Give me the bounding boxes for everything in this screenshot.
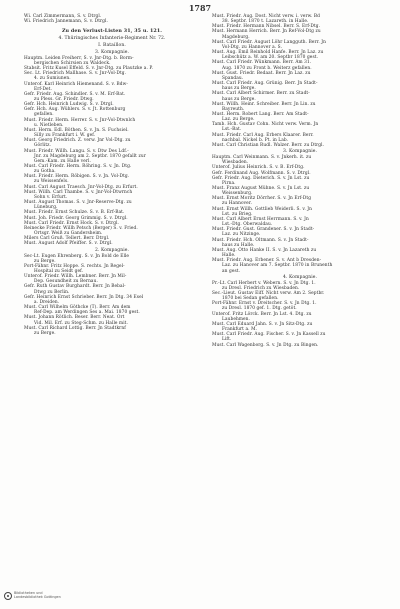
entry-continuation: Frankfurt a. M.: [222, 327, 258, 333]
entry-continuation: nachbal. Nickel b. Pt. in Lab.: [222, 137, 289, 143]
entry-continuation: 1870 bei Sedan gefallen.: [222, 296, 279, 302]
casualty-entry: [212, 122, 388, 132]
entry-line: Must. Carl Eduard Jahn. S. v. Jn Sitz-Dtg. zu: [212, 321, 313, 327]
left-column: [24, 14, 200, 336]
casualty-entry: [24, 164, 200, 174]
entry-line: Pr.-Lt. Carl Herbert v. Webern. S. v. Jn Dtg. 1.: [212, 280, 316, 286]
casualty-entry: [212, 112, 388, 122]
entry-continuation: 4. zu Sumiunen.: [34, 76, 71, 82]
casualty-entry: [212, 186, 388, 196]
section-heading: 2. Kompagnie.: [94, 247, 130, 253]
section-heading: 3. Kompagnie.: [282, 149, 318, 155]
entry-continuation: Lst.-Bat.: [222, 127, 242, 133]
entry-continuation: Lst. zu Brieg.: [222, 211, 253, 217]
entry-line: Gefr. Ferdinand Aug. Wolfmann. S. v. Dtrgl.: [212, 170, 311, 176]
entry-continuation: Lift.: [222, 337, 232, 343]
entry-line: Gefr. Friedr. Aug. Dieterich. S. v. Jn Lst. zu: [212, 175, 310, 181]
entry-line: Must. Friedr. Carl Aug. Erbers Klaarer. Berr.: [212, 132, 314, 138]
casualty-entry: [212, 81, 388, 91]
entry-continuation: Laz. zu Berge.: [222, 117, 255, 123]
entry-continuation: Silly zu Frankfurt i. W. gef.: [34, 133, 96, 139]
entry-line: Must. Ernst Willh. Gottlieb Weiderli. S. v. Jn: [212, 206, 313, 212]
entry-continuation: 38. Septbr. 1870 t. Lazareth. in Halle.: [222, 19, 309, 25]
spacer: [24, 24, 200, 27]
entry-line: Must. Herm. Robert Lang. Berr. Am Stadt-: [212, 111, 309, 117]
entry-continuation: zu Dresl. 1870 gef. 1. Dtg. getöt.: [222, 306, 297, 312]
entry-line: Must. Carl Friedr. Ernst Hock. S. v. Dtrgl.: [24, 220, 120, 226]
entry-line: Must. August Adolf Pfeiffer. S. v. Dtrgl.: [24, 241, 113, 247]
casualty-entry: [212, 227, 388, 237]
entry-line: Must. Aug. Emil Reinhold Hanfe. Berr. Jn Laz. zu: [212, 50, 324, 56]
entry-continuation: zu Hannover.: [222, 201, 252, 207]
entry-continuation: Magdeburg.: [222, 34, 250, 40]
entry-continuation: zu Dresl. Friedrich zu Wiesbaden.: [222, 285, 300, 291]
casualty-entry: [212, 238, 388, 248]
footer-line-1: Bibliotheken und: [14, 591, 43, 595]
entry-continuation: Wiesbaden.: [222, 160, 249, 166]
casualty-entry: [24, 305, 200, 315]
casualty-entry: [212, 91, 388, 101]
casualty-entry: [212, 133, 388, 143]
list-heading: Zu den Verlust-Listen 31, 35 u. 121.: [61, 28, 163, 35]
entry-continuation: Laz. zu Nitzinge.: [222, 232, 261, 238]
casualty-entry: [24, 56, 200, 66]
regiment-heading: 4. Thüringisches Infanterie-Regiment Nr. 72.: [58, 35, 166, 41]
entry-line: Must. Carl Friedr. August Löhr Langguth. Berr. Jn: [212, 39, 326, 45]
entry-continuation: an gest.: [222, 268, 241, 274]
entry-line: Must. Friedr. Aug. Erbener. S. v. Ant b Dresden-: [212, 258, 322, 264]
entry-continuation: Erf-Det.: [34, 86, 52, 92]
casualty-entry: [212, 332, 388, 342]
casualty-entry: [212, 322, 388, 332]
casualty-entry: [24, 174, 200, 184]
casualty-entry: [24, 295, 200, 305]
entry-continuation: Vol-Dtg. zu Hannover a. S.: [222, 44, 283, 50]
entry-line: Sec-Lt. Eugen Ehrenberg. S. v. Jn Bold de Elle: [24, 253, 130, 259]
entry-continuation: Hospital zu Seidt gef.: [34, 268, 84, 274]
casualty-entry: [212, 217, 388, 227]
entry-continuation: Pirna.: [222, 180, 236, 186]
entry-continuation: u. Nietleben.: [34, 122, 64, 128]
entry-line: Must. Carl Friedr. Aug. Fischer. S. v. Jn Kassell zu: [212, 332, 326, 338]
entry-line: Must. Gust. Friedr. Bedaat. Berr. Jn Laz. zu: [212, 70, 311, 76]
entry-line: Must. Willh. Heinr. Schreiber. Berr. Jn Lin. zu: [212, 101, 316, 107]
entry-line: Unterof. Fritz Lörck. Berr. Jn Lst. 4. Dtg. zu: [212, 311, 312, 317]
entry-line: Wi. Carl Zimmermann, S. v. Dtrgl.: [24, 14, 102, 19]
entry-continuation: Weissenburg.: [222, 191, 253, 197]
entry-line: Must. Ernst Moritz Dörrher. S. v. Jn Erf-Dtg: [212, 196, 312, 202]
entry-line: Wi. Friedrich Jannemann, S. v. Dtrgl.: [24, 19, 108, 25]
entry-line: Must. Carl Friedr. Herm. Röhring. S. v. Jn. Dtg.: [24, 164, 132, 169]
casualty-entry: [212, 258, 388, 273]
entry-line: Must. Carl Christian Rudl. Walzer. Berr. zu Dtrgl.: [212, 142, 325, 148]
casualty-entry: [24, 326, 200, 336]
casualty-entry: [212, 29, 388, 39]
entry-continuation: Vid. Mil. Erf. zu Steg-Schm. zu Halle mit.: [34, 320, 128, 326]
entry-line: Reinecke Friedr. Willh Petsch (Berger) S. v. Fried.: [24, 225, 138, 231]
casualty-entry: [24, 107, 200, 117]
entry-continuation: Halle.: [222, 253, 236, 259]
section-heading: 3. Kompagnie.: [94, 49, 130, 55]
entry-line: Gefr. Hch. Heinrich Ludwig. S. v. Dtrgl.: [24, 102, 114, 108]
casualty-entry: [212, 312, 388, 322]
entry-continuation: Ortsgr. Weiß zu Gandersheim.: [34, 231, 103, 237]
entry-line: Must. Aug. Otto Hanke II. S. v. Jn Lazareth zu: [212, 247, 317, 253]
right-column: [212, 14, 388, 348]
entry-line: Must. Carl Richard Lottig. Berr. Jn Stadtkrnf: [24, 325, 126, 331]
entry-line: Must. Georg Friedrich. Z. verw. Jnr Vol-Dtg. zu: [24, 138, 131, 144]
entry-line: Milers Carl Gruß. Tellert. Berr. Dtrgl.: [24, 236, 110, 242]
entry-continuation: a. Dreiden.: [34, 299, 60, 305]
entry-line: Gefr. Ruth Gustav Burghardt. Berr. Jn Bebal-: [24, 284, 126, 290]
entry-line: Hauptm. Carl Weinmann. S. v. Jnkerh. it. zu: [212, 155, 312, 161]
entry-line: Must. Johann Rötlich. Beser. Berr. Neat. Ort: [24, 315, 125, 321]
entry-line: Must. Carl Albert Ernst Herrmann. S. v. Jn: [212, 216, 309, 222]
entry-line: Must. Willh. Carl Thambe. S. v. Jnr-Vol-Dtwrnch: [24, 189, 133, 195]
entry-line: Must. Carl Albert Schirmer. Berr. zu Stadt-: [212, 91, 310, 97]
entry-line: Must. Carl August Traesch. Jnr-Vol-Dtg. zu Erfurt.: [24, 184, 138, 190]
casualty-entry: [24, 92, 200, 102]
casualty-entry: [24, 226, 200, 236]
casualty-entry: [24, 71, 200, 81]
casualty-entry: [212, 60, 388, 70]
entry-line: Hauptm. Leiden Freiherr, S. v. Jnr-Dtg. b. Borm-: [24, 55, 134, 61]
casualty-entry: [24, 200, 200, 210]
casualty-entry: [212, 176, 388, 186]
entry-line: Sec.-Lieut. Gustav Eiff. Nicht verw. Am 2. Septbr.: [212, 290, 325, 296]
entry-continuation: haus zu Halle.: [222, 242, 255, 248]
entry-line: Must. Friedr. Gust. Grandener. S. v. Jn Stadt-: [212, 227, 315, 233]
entry-line: Must. Joh. Friedr. Georg Grimmig. S. v. Dtrgl.: [24, 215, 128, 221]
entry-continuation: Laz. zu Hanover am 7. Septbr. 1870 in Brunenth: [222, 263, 333, 269]
entry-continuation: Sohn v. Erfurt.: [34, 194, 68, 200]
entry-continuation: zu Weissenfels.: [34, 179, 69, 185]
entry-line: Must. Carl Friedr. Wünkmann. Berr. Am 31.: [212, 60, 312, 66]
entry-line: Must. Herm. Edl. Böthen. S. v. Jn. S. Fuchsiel.: [24, 127, 129, 133]
casualty-entry: [24, 118, 200, 128]
entry-continuation: Dep. Gesundheit zu Bernau.: [34, 279, 98, 285]
casualty-entry: [24, 82, 200, 92]
entry-line: Unterof. Friedr. Willh. Lembner. Berr. Jn Mil-: [24, 274, 127, 280]
casualty-entry: [212, 281, 388, 291]
entry-continuation: zu Berge.: [34, 258, 56, 264]
entry-line: Must. Friedr. Hermann Nibsel. Berr. S. Erf-Dtg.: [212, 24, 321, 30]
casualty-entry: [24, 315, 200, 325]
footer-line-2: Landesbibliothek Gottingen: [14, 595, 61, 600]
entry-continuation: Bayreuth.: [222, 106, 245, 112]
entry-continuation: Aug. 1870 zu Front b. Weiterz gefallen.: [222, 65, 312, 71]
casualty-entry: [212, 102, 388, 112]
entry-line: Unterof. Julius Heinrich. S. v. B. Erf-Dtg.: [212, 165, 305, 171]
entry-line: Tamb. Hch. Gustav Cohn. Nicht verw. Verm. Jn: [212, 122, 319, 128]
entry-continuation: bergischen Schirsien zu Waldeck.: [34, 60, 111, 66]
casualty-entry: [212, 155, 388, 165]
section-heading: I. Bataillon.: [98, 42, 126, 48]
entry-line: Must. Friedr. Willh. Langu. S. v. Dtw Des Ldf.-: [24, 148, 129, 154]
entry-line: Must. Hermann Herrich. Berr. Jn Ref-Vol-Dtg zu: [212, 29, 321, 35]
casualty-entry: [212, 14, 388, 24]
entry-line: Must. Franz August Mühne. S. v. Jn Lst. zu: [212, 186, 310, 191]
page-number: 1787: [188, 3, 212, 13]
entry-line: Sec. Lt. Friedrich Mallhase. S. v. Jnr-Vol-Dtg.: [24, 71, 127, 77]
casualty-entry: [212, 50, 388, 60]
casualty-entry: [24, 149, 200, 164]
entry-line: Must. August Thomas. S. v. Jnr-Reserve-Dtg. zu: [24, 200, 132, 206]
entry-line: Gefr. Hch. Aug. Wühlers. S. v. Jt. Rottenburg: [24, 107, 126, 113]
entry-continuation: haus zu Berge.: [222, 96, 256, 102]
casualty-entry: [212, 143, 388, 148]
entry-line: Must. Carl Wagenborg. S. v. Jn Dtg. zu Bingen.: [212, 342, 319, 348]
entry-line: Must. Friedr. Herm. Herrer. S. v. Jnr-Vol-Dtwnlch: [24, 117, 136, 123]
casualty-entry: [212, 291, 388, 301]
entry-line: Must. Friedr. Aug. Dost. Nicht verw. i. verw. Bd: [212, 14, 320, 19]
entry-continuation: Ref-Dep. am Werdingen Ses a. Mai. 1870 gest.: [34, 310, 140, 316]
casualty-entry: [24, 274, 200, 284]
entry-line: Gefr. Friedr. Aug. Schindler. S. v. M. Erf-Bat.: [24, 91, 126, 97]
casualty-entry: [24, 254, 200, 264]
entry-continuation: Jnr. zu Magdeburg am 2. Septbr. 1870 gefallt zur: [34, 153, 146, 159]
casualty-entry: [212, 301, 388, 311]
entry-line: Must. Friedr. Herm. Röbigen. S. v. Jn. Vol-Dtg.: [24, 174, 130, 180]
casualty-entry: [212, 207, 388, 217]
entry-continuation: Laubehmen.: [222, 316, 250, 322]
footer-attribution: [14, 591, 114, 599]
entry-continuation: zu Berge.: [34, 330, 56, 336]
entry-line: Stabsit. Fritz Kusel Effeld. S. v. Jnr-Dtg. zu Plautzke a. P.: [24, 66, 153, 72]
entry-continuation: haus zu Berge.: [222, 86, 256, 92]
entry-line: Must. Friedr. Hch. Oltmann. S. v. Jn Stadt-: [212, 237, 309, 243]
section-heading: 4. Kompagnie.: [282, 274, 318, 280]
entry-continuation: Gem.-Kam. zu Halle verl.: [34, 158, 91, 164]
casualty-entry: [24, 284, 200, 294]
entry-continuation: Görlitz.: [34, 143, 51, 149]
entry-line: Port-Fähnr. Ernst v. Dreitscher. S. v. Jn Dtg. 1.: [212, 301, 317, 307]
entry-continuation: zu Gotha.: [34, 169, 56, 175]
entry-continuation: Dtwg zu Berlin.: [34, 289, 70, 295]
entry-line: Unterof. Karl Heinrich Hiemenand. S. v. Bdw-: [24, 81, 128, 87]
casualty-entry: [212, 71, 388, 81]
entry-continuation: zu Pless. Gr. Friedr. Dtwg.: [34, 96, 94, 102]
casualty-entry: [24, 241, 200, 246]
entry-line: Port-Fähnr. Fritz Hoppe. S. rechts. Jn Regel-: [24, 263, 125, 269]
casualty-entry: [24, 190, 200, 200]
casualty-entry: [24, 128, 200, 138]
casualty-entry: [24, 138, 200, 148]
entry-line: Gefr. Heinrich Ernst Schrieber. Berr. Jn Dtg. 34 Esel: [24, 294, 144, 300]
casualty-entry: [212, 343, 388, 348]
casualty-entry: [24, 264, 200, 274]
entry-continuation: gefallen.: [34, 112, 54, 118]
entry-line: Must. Carl Friedr. Aug. Grünig. Berr. Jn Stadt-: [212, 81, 318, 87]
casualty-entry: [212, 248, 388, 258]
entry-continuation: Lst.-Dtg. Oberwaldau.: [222, 222, 273, 228]
casualty-entry: [212, 40, 388, 50]
entry-continuation: Spandau.: [222, 75, 244, 81]
entry-continuation: Leibschütz a. W. am 20. Septbr 1870 gest.: [222, 55, 319, 61]
entry-continuation: Lüneburg.: [34, 205, 58, 211]
entry-line: Must. Friedr. Ernst Schulze. S. v. B. Erf-Bat.: [24, 210, 125, 216]
casualty-entry: [212, 196, 388, 206]
library-logo-icon: [4, 592, 12, 600]
entry-line: Must. Carl Wilhelm Göthcke (T). Berr. Am dem: [24, 305, 131, 311]
